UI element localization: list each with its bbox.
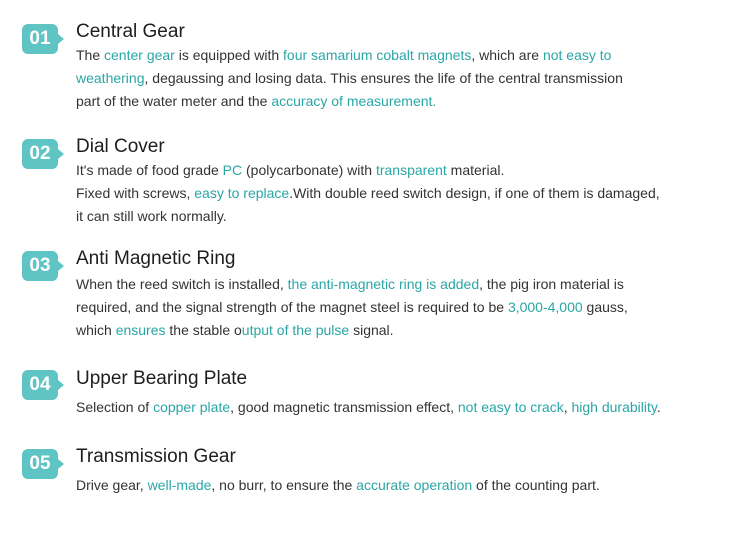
description-line — [76, 90, 736, 113]
feature-title: Upper Bearing Plate — [76, 368, 248, 389]
text-segment: It's made of food grade — [76, 162, 223, 178]
description-line — [76, 396, 736, 419]
text-segment: part of the water meter and the — [76, 93, 272, 109]
highlighted-text: ensures — [115, 322, 166, 338]
text-segment: , the pig iron material is — [479, 276, 624, 292]
feature-description — [76, 273, 736, 342]
feature-title: Central Gear — [76, 21, 185, 42]
highlighted-text: 3,000-4,000 — [507, 299, 583, 315]
description-line — [76, 67, 736, 90]
highlighted-text: not easy to crack — [457, 399, 564, 415]
highlighted-text: PC — [222, 162, 243, 178]
text-segment: gauss, — [582, 299, 628, 315]
number-badge: 01 — [22, 24, 58, 54]
text-segment: , good magnetic transmission effect, — [230, 399, 458, 415]
highlighted-text: center gear — [104, 47, 175, 63]
description-line — [76, 474, 736, 497]
feature-title: Transmission Gear — [76, 446, 236, 467]
highlighted-text: the anti-magnetic ring is added — [287, 276, 480, 292]
highlighted-text: easy to replace — [194, 185, 290, 201]
highlighted-text: four samarium cobalt magnets — [283, 47, 472, 63]
description-line — [76, 296, 736, 319]
feature-description — [76, 44, 736, 113]
description-line — [76, 273, 736, 296]
text-segment: Drive gear, — [76, 477, 148, 493]
feature-title: Anti Magnetic Ring — [76, 248, 236, 269]
feature-description — [76, 474, 736, 497]
text-segment: (polycarbonate) with — [242, 162, 376, 178]
number-badge: 04 — [22, 370, 58, 400]
number-badge: 05 — [22, 449, 58, 479]
highlighted-text: weathering — [76, 70, 145, 86]
text-segment: required, and the signal strength of the magnet steel is required to be — [76, 299, 508, 315]
text-segment: , no burr, to ensure the — [211, 477, 357, 493]
text-segment: signal. — [349, 322, 394, 338]
highlighted-text: not easy to — [542, 47, 612, 63]
text-segment: it can still work normally. — [76, 208, 227, 224]
description-line — [76, 182, 736, 205]
highlighted-text: transparent — [375, 162, 447, 178]
text-segment: Fixed with screws, — [76, 185, 195, 201]
highlighted-text: accurate operation — [356, 477, 473, 493]
text-segment: . — [656, 399, 661, 415]
text-segment: When the reed switch is installed, — [76, 276, 288, 292]
text-segment: Selection of — [76, 399, 154, 415]
feature-title: Dial Cover — [76, 136, 165, 157]
highlighted-text: utput of the pulse — [241, 322, 350, 338]
number-badge: 02 — [22, 139, 58, 169]
text-segment: .With double reed switch design, if one of them is damaged, — [289, 185, 660, 201]
feature-description — [76, 159, 736, 228]
text-segment: which — [76, 322, 116, 338]
description-line — [76, 205, 736, 228]
text-segment: , which are — [471, 47, 543, 63]
text-segment: , — [563, 399, 572, 415]
text-segment: the stable o — [165, 322, 242, 338]
text-segment: is equipped with — [174, 47, 284, 63]
description-line — [76, 319, 736, 342]
text-segment: , degaussing and losing data. This ensures the life of the central transmission — [144, 70, 623, 86]
number-badge: 03 — [22, 251, 58, 281]
text-segment: The — [76, 47, 105, 63]
highlighted-text: well-made — [147, 477, 212, 493]
highlighted-text: high durability — [571, 399, 657, 415]
description-line — [76, 44, 736, 67]
highlighted-text: copper plate — [153, 399, 231, 415]
text-segment: material. — [446, 162, 505, 178]
text-segment: of the counting part. — [472, 477, 600, 493]
highlighted-text: accuracy of measurement. — [271, 93, 437, 109]
feature-description — [76, 396, 736, 419]
description-line — [76, 159, 736, 182]
